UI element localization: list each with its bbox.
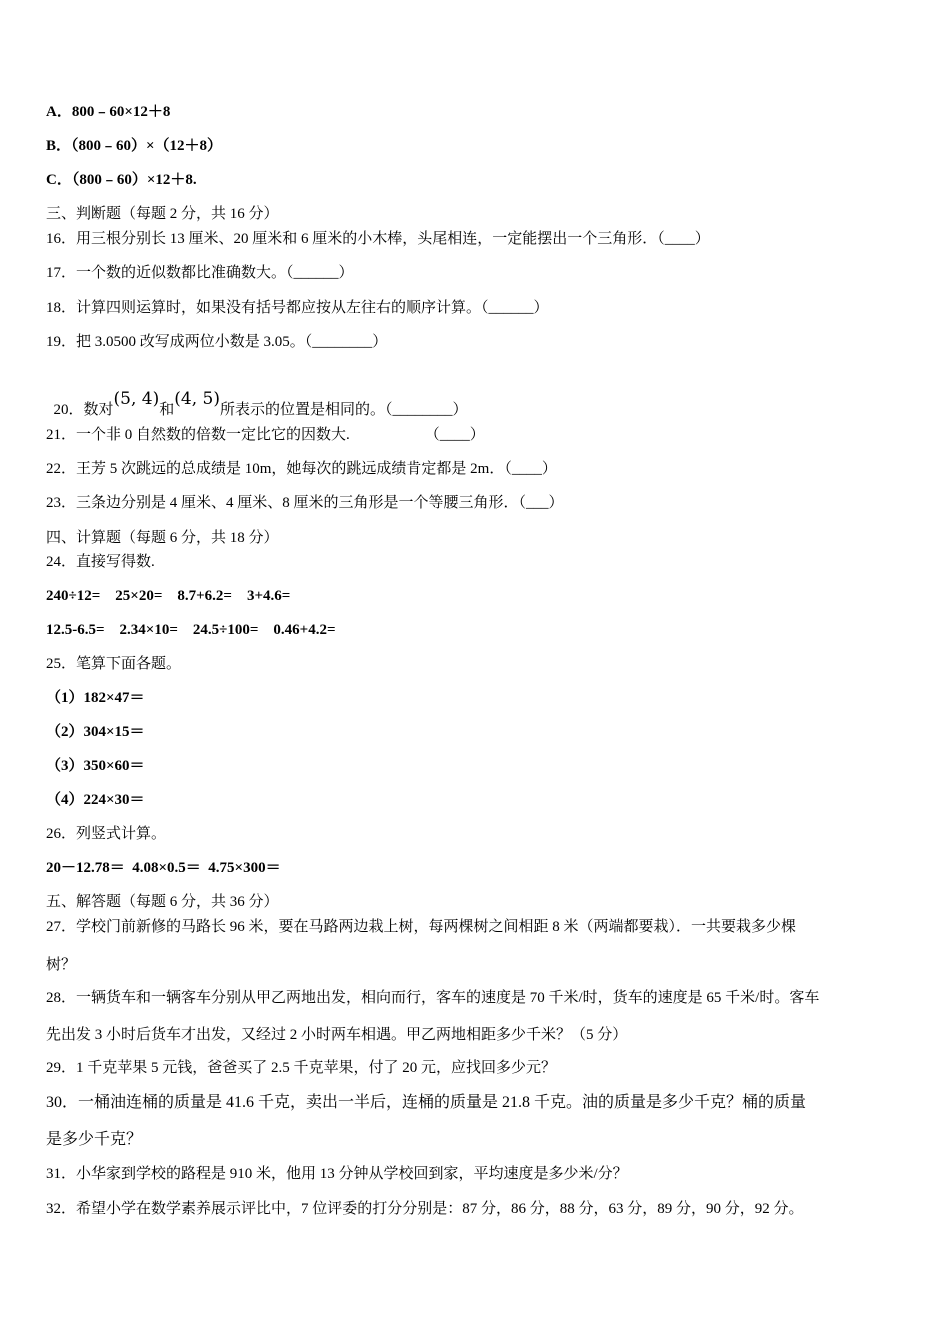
question-20-prefix: 20．数对 (53, 402, 114, 418)
section-3-title: 三、判断题（每题 2 分，共 16 分） (46, 206, 279, 222)
question-19: 19．把 3.0500 改写成两位小数是 3.05。（________） (46, 334, 388, 350)
question-24-row-2: 12.5-6.5= 2.34×10= 24.5÷100= 0.46+4.2= (46, 622, 336, 638)
question-31: 31．小华家到学校的路程是 910 米，他用 13 分钟从学校回到家，平均速度是多少米/分？ (46, 1166, 628, 1182)
question-32: 32．希望小学在数学素养展示评比中，7 位评委的打分分别是：87 分，86 分，88 分，63 分，89 分，90 分，92 分。 (46, 1201, 804, 1217)
question-30-line-1: 30．一桶油连桶的质量是 41.6 千克，卖出一半后，连桶的质量是 21.8 千克。油的质量是多少千克？桶的质量 (46, 1094, 807, 1111)
question-28-line-1: 28．一辆货车和一辆客车分别从甲乙两地出发，相向而行，客车的速度是 70 千米/时，货车的速度是 65 千米/时。客车 (46, 990, 820, 1006)
question-25-item-2: （2）304×15＝ (46, 724, 145, 740)
question-28-line-2: 先出发 3 小时后货车才出发，又经过 2 小时两车相遇。甲乙两地相距多少千米？（5 分） (46, 1027, 628, 1043)
question-23: 23．三条边分别是 4 厘米、4 厘米、8 厘米的三角形是一个等腰三角形．（___） (46, 495, 564, 511)
question-27-line-1: 27．学校门前新修的马路长 96 米，要在马路两边栽上树，每两棵树之间相距 8 米（两端都要栽）．一共要栽多少棵 (46, 919, 797, 935)
option-b: B．（800﹣60）×（12＋8） (46, 138, 223, 154)
question-25-item-4: （4）224×30＝ (46, 792, 145, 808)
question-26-row: 20－12.78＝ 4.08×0.5＝ 4.75×300＝ (46, 860, 281, 876)
coordinate-pair-2: (4, 5) (174, 389, 220, 409)
question-21: 21．一个非 0 自然数的倍数一定比它的因数大. （____） (46, 427, 485, 443)
option-c: C．（800﹣60）×12＋8. (46, 172, 197, 188)
section-5-title: 五、解答题（每题 6 分，共 36 分） (46, 894, 279, 910)
question-24-title: 24．直接写得数. (46, 554, 155, 570)
section-4-title: 四、计算题（每题 6 分，共 18 分） (46, 530, 279, 546)
question-20-suffix: 所表示的位置是相同的。（________） (219, 402, 468, 418)
question-25-title: 25．笔算下面各题。 (46, 656, 182, 672)
question-22: 22．王芳 5 次跳远的总成绩是 10m，她每次的跳远成绩肯定都是 2m．（____） (46, 461, 557, 477)
question-18: 18．计算四则运算时，如果没有括号都应按从左往右的顺序计算。（______） (46, 300, 549, 316)
option-a: A．800﹣60×12＋8 (46, 104, 171, 120)
coordinate-pair-1: (5, 4) (113, 389, 160, 409)
question-25-item-3: （3）350×60＝ (46, 758, 145, 774)
question-24-row-1: 240÷12= 25×20= 8.7+6.2= 3+4.6= (46, 588, 291, 604)
question-20-mid: 和 (159, 402, 175, 418)
question-25-item-1: （1）182×47＝ (46, 690, 145, 706)
question-26-title: 26．列竖式计算。 (46, 826, 167, 842)
question-29: 29．1 千克苹果 5 元钱，爸爸买了 2.5 千克苹果，付了 20 元，应找回多少元？ (46, 1060, 557, 1076)
question-20 (46, 379, 467, 420)
question-27-line-2: 树？ (46, 957, 77, 973)
question-17: 17．一个数的近似数都比准确数大。（______） (46, 265, 354, 281)
question-16: 16．用三根分别长 13 厘米、20 厘米和 6 厘米的小木棒，头尾相连，一定能摆出一个三角形．（____） (46, 231, 710, 247)
question-30-line-2: 是多少千克？ (46, 1131, 143, 1148)
